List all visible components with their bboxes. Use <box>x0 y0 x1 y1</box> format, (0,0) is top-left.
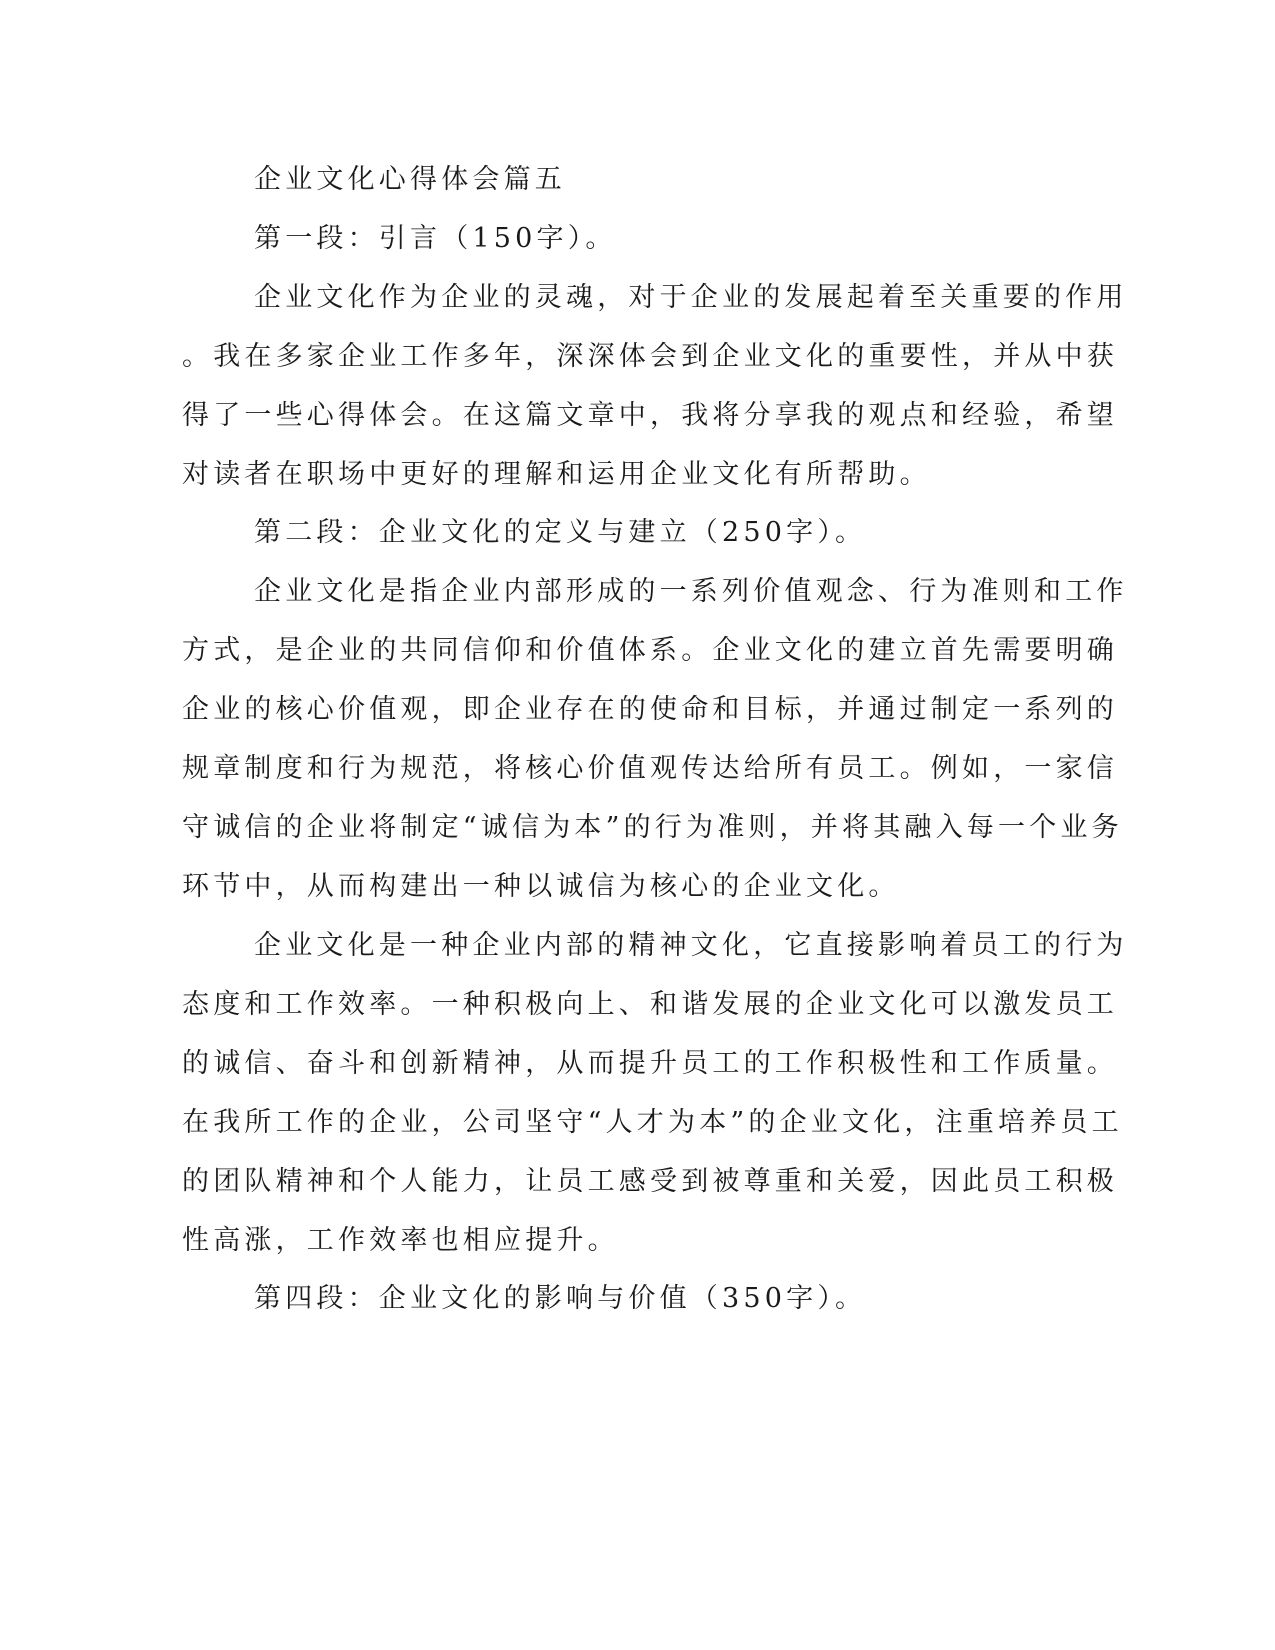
section-heading-1: 第一段：引言（150字）。 <box>254 223 617 254</box>
paragraph-line: 企业文化是指企业内部形成的一系列价值观念、行为准则和工作 <box>254 576 1128 607</box>
section-heading-4: 第四段：企业文化的影响与价值（350字）。 <box>254 1283 867 1314</box>
paragraph-line: 守诚信的企业将制定“诚信为本”的行为准则，并将其融入每一个业务 <box>182 812 1123 843</box>
paragraph-line: 态度和工作效率。一种积极向上、和谐发展的企业文化可以激发员工 <box>182 989 1118 1020</box>
paragraph-line: 的团队精神和个人能力，让员工感受到被尊重和关爱，因此员工积极 <box>182 1166 1118 1197</box>
paragraph-line: 的诚信、奋斗和创新精神，从而提升员工的工作积极性和工作质量。 <box>182 1048 1118 1079</box>
paragraph-line: 在我所工作的企业，公司坚守“人才为本”的企业文化，注重培养员工 <box>182 1107 1123 1138</box>
paragraph-line: 得了一些心得体会。在这篇文章中，我将分享我的观点和经验，希望 <box>182 400 1118 431</box>
paragraph-line: 环节中，从而构建出一种以诚信为核心的企业文化。 <box>182 871 900 902</box>
section-heading-2: 第二段：企业文化的定义与建立（250字）。 <box>254 517 867 548</box>
paragraph-line: 对读者在职场中更好的理解和运用企业文化有所帮助。 <box>182 459 931 490</box>
paragraph-line: 。我在多家企业工作多年，深深体会到企业文化的重要性，并从中获 <box>182 341 1118 372</box>
paragraph-line: 规章制度和行为规范，将核心价值观传达给所有员工。例如，一家信 <box>182 753 1118 784</box>
paragraph-line: 企业的核心价值观，即企业存在的使命和目标，并通过制定一系列的 <box>182 694 1118 725</box>
paragraph-line: 方式，是企业的共同信仰和价值体系。企业文化的建立首先需要明确 <box>182 635 1118 666</box>
document-title: 企业文化心得体会篇五 <box>254 164 566 195</box>
paragraph-line: 企业文化是一种企业内部的精神文化，它直接影响着员工的行为 <box>254 930 1128 961</box>
paragraph-line: 企业文化作为企业的灵魂，对于企业的发展起着至关重要的作用 <box>254 282 1128 313</box>
paragraph-line: 性高涨，工作效率也相应提升。 <box>182 1225 619 1256</box>
